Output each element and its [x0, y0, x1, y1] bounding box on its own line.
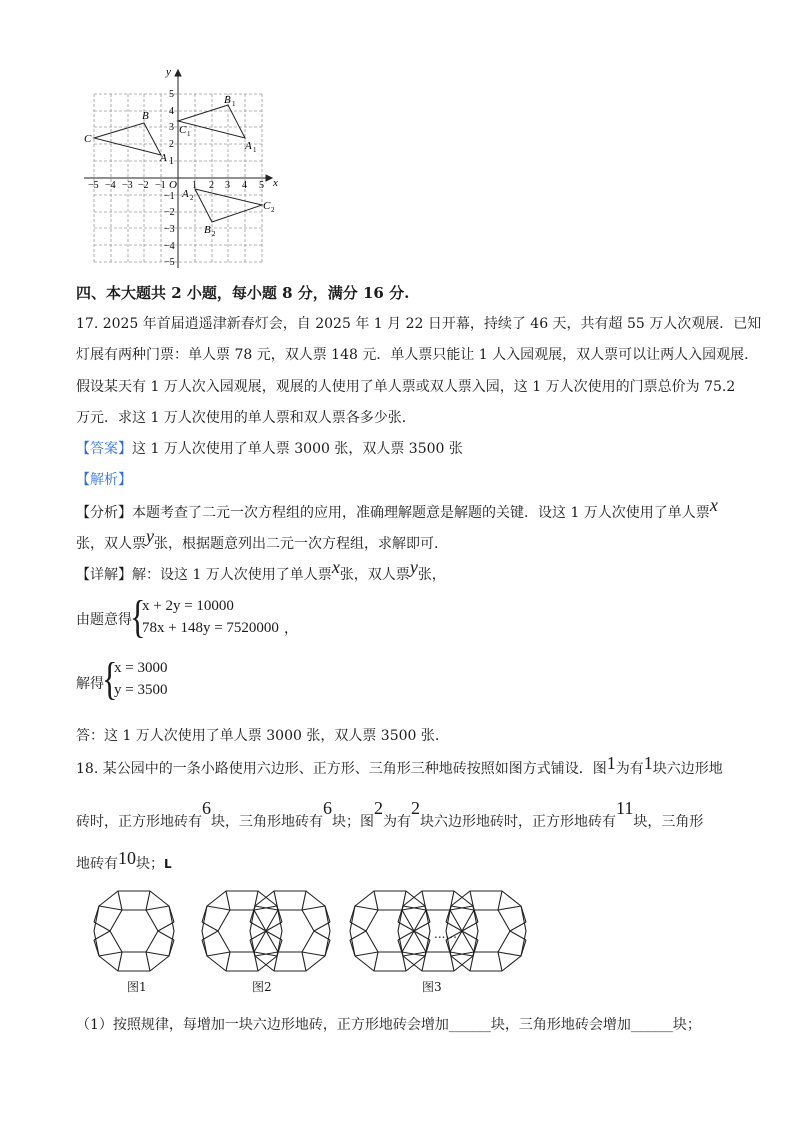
q18-text-line1 — [76, 753, 723, 779]
q18-text: 块；图 — [332, 814, 374, 830]
point-b2-label: B — [204, 224, 211, 236]
point-a1-sub: 1 — [253, 146, 257, 154]
point-c2-sub: 2 — [271, 206, 275, 214]
q17-text-line1: 17. 2025 年首届逍遥津新春灯会，自 2025 年 1 月 22 日开幕，持续了 46 天，共有超 55 万人次观展．已知 — [76, 316, 762, 332]
y-tick: −5 — [164, 257, 175, 268]
x-tick: 5 — [259, 180, 264, 191]
tile-figure-1 — [94, 891, 174, 971]
q18-text-line2 — [76, 798, 704, 832]
x-tick: −2 — [138, 180, 149, 191]
q17-fenxi-line1 — [76, 495, 718, 523]
point-c1-label: C — [179, 124, 187, 136]
point-c2-label: C — [263, 200, 271, 212]
solution-y: y = 3500 — [114, 682, 168, 698]
answer-tag: 【答案】 — [76, 441, 132, 457]
detail-tag: 【详解】 — [76, 567, 132, 583]
point-b1-label: B — [224, 94, 231, 106]
fenxi-text-1: 本题考查了二元一次方程组的应用，准确理解题意是解题的关键．设这 1 万人次使用了单人票 — [132, 505, 710, 521]
y-tick: 1 — [169, 156, 174, 167]
by-problem-label: 由题意得 — [76, 612, 132, 628]
q17-detail-line — [76, 557, 446, 585]
q18-subquestion-1: （1）按照规律，每增加一块六边形地砖，正方形地砖会增加______块，三角形地砖会增加______块； — [76, 1017, 701, 1033]
figure-ellipsis: ...... — [434, 927, 457, 941]
solved-label: 解得 — [76, 676, 104, 692]
x-tick: −4 — [105, 180, 116, 191]
point-b-label: B — [142, 110, 149, 122]
detail-text-1c: 张， — [417, 567, 446, 583]
detail-text-1b: 张，双人票 — [339, 567, 410, 583]
point-c-label: C — [84, 133, 92, 145]
figure-2-caption: 图2 — [252, 980, 272, 994]
y-tick: 3 — [169, 122, 174, 133]
y-tick: 5 — [169, 89, 174, 100]
x-tick: −1 — [155, 180, 166, 191]
point-c1-sub: 1 — [187, 130, 191, 138]
x-tick: −5 — [88, 180, 99, 191]
point-b1-sub: 1 — [232, 100, 236, 108]
var-y: y — [146, 526, 154, 546]
count-number: 10 — [118, 848, 136, 868]
q17-text-line2: 灯展有两种门票：单人票 78 元，双人票 148 元．单人票只能让 1 人入园观展，双人票可以让两人入园观展． — [76, 347, 759, 363]
stray-mark: L — [164, 857, 172, 871]
tile-figure-2 — [202, 891, 330, 971]
triangle-abc — [94, 123, 161, 155]
var-x: x — [331, 557, 340, 577]
point-a2-label: A — [182, 188, 189, 200]
q18-text: 块； — [136, 856, 164, 872]
solution-x: x = 3000 — [114, 660, 168, 676]
q18-text: 18. 某公园中的一条小路使用六边形、正方形、三角形三种地砖按照如图方式铺设．图 — [76, 761, 607, 777]
q17-text-line3: 假设某天有 1 万人次入园观展，观展的人使用了单人票或双人票入园，这 1 万人次使用的门票总价为 75.2 — [76, 379, 736, 395]
x-axis-label: x — [273, 177, 278, 189]
triangle-a2b2c2 — [195, 189, 262, 222]
fenxi-tag: 【分析】 — [76, 505, 132, 521]
figure-1-caption: 图1 — [127, 980, 147, 994]
x-tick: 3 — [225, 180, 230, 191]
count-number: 11 — [616, 798, 634, 818]
equation-comma: ， — [284, 621, 298, 637]
figure-number: 2 — [374, 798, 383, 818]
q17-fenxi-line2 — [76, 526, 439, 554]
y-tick: 2 — [169, 139, 174, 150]
y-tick: −2 — [164, 207, 175, 218]
x-tick: 2 — [209, 180, 214, 191]
y-tick: −3 — [164, 224, 175, 235]
count-number: 6 — [323, 798, 332, 818]
q18-text: 为有 — [615, 761, 644, 777]
q17-text-line4: 万元．求这 1 万人次使用的单人票和双人票各多少张． — [76, 410, 416, 426]
section-heading: 四、本大题共 2 小题，每小题 8 分，满分 16 分. — [76, 284, 410, 302]
q17-conclusion: 答：这 1 万人次使用了单人票 3000 张，双人票 3500 张. — [76, 728, 440, 744]
analysis-tag: 【解析】 — [76, 472, 132, 488]
tile-figures — [90, 885, 560, 975]
left-brace: { — [102, 653, 118, 704]
coordinate-graph — [80, 60, 290, 270]
var-x: x — [709, 495, 718, 515]
point-b2-sub: 2 — [212, 230, 216, 238]
q18-text: 为有 — [383, 814, 411, 830]
equation-1: x + 2y = 10000 — [142, 598, 234, 614]
q18-text: 砖时，正方形地砖有 — [76, 814, 202, 830]
q18-text: 块，三角形 — [633, 814, 704, 830]
figure-3-caption: 图3 — [422, 980, 442, 994]
answer-text: 这 1 万人次使用了单人票 3000 张，双人票 3500 张 — [132, 441, 463, 457]
q18-text: 块，三角形地砖有 — [211, 814, 323, 830]
count-number: 6 — [202, 798, 211, 818]
y-tick: −4 — [164, 241, 175, 252]
y-tick: −1 — [164, 191, 175, 202]
count-number: 2 — [411, 798, 420, 818]
point-a-label: A — [160, 152, 167, 164]
figure-number: 1 — [606, 753, 616, 773]
q18-text: 块六边形地 — [652, 761, 723, 777]
var-y: y — [409, 557, 418, 577]
x-tick: 4 — [242, 180, 247, 191]
q18-text: 地砖有 — [76, 856, 118, 872]
q18-text-line3 — [76, 848, 172, 874]
fenxi-text-2b: 张，根据题意列出二元一次方程组，求解即可. — [154, 536, 439, 552]
point-a2-sub: 2 — [190, 194, 194, 202]
count-number: 1 — [643, 753, 653, 773]
fenxi-text-2a: 张，双人票 — [76, 536, 146, 552]
equation-2: 78x + 148y = 7520000 — [142, 620, 279, 636]
y-axis-label: y — [166, 66, 171, 78]
origin-label: O — [169, 179, 177, 191]
q18-text: 块六边形地砖时，正方形地砖有 — [420, 814, 616, 830]
point-labels — [84, 94, 275, 238]
left-brace: { — [130, 591, 146, 642]
y-tick: 4 — [169, 106, 174, 117]
q17-answer — [76, 439, 463, 459]
x-tick: −3 — [122, 180, 133, 191]
detail-text-1a: 解：设这 1 万人次使用了单人票 — [132, 567, 332, 583]
axes — [84, 70, 272, 268]
point-a1-label: A — [245, 140, 252, 152]
x-tick: 1 — [192, 180, 197, 191]
